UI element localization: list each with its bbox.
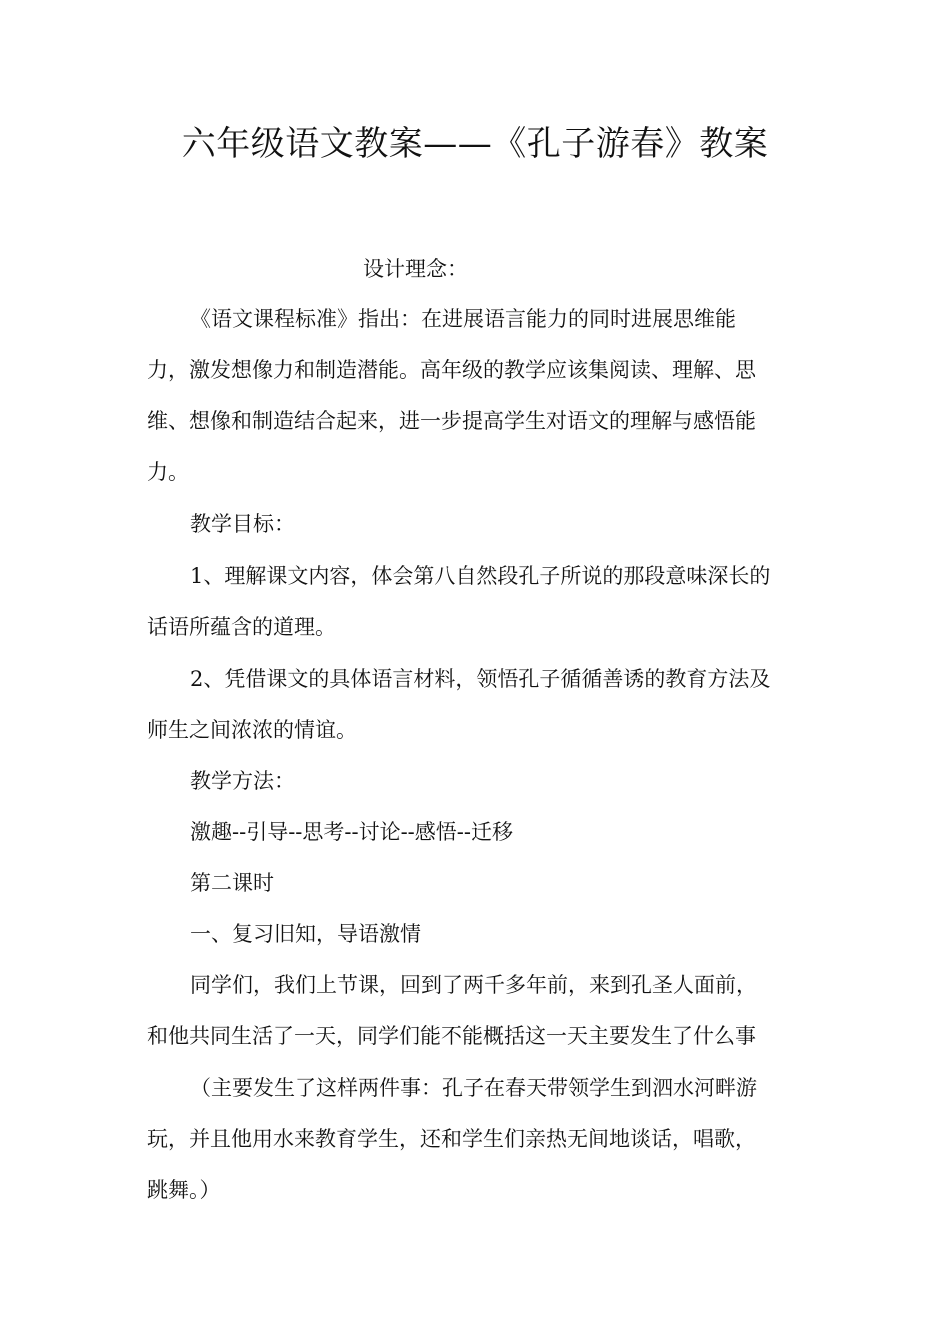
paragraph-line: 力，激发想像力和制造潜能。高年级的教学应该集阅读、理解、思 bbox=[147, 358, 756, 382]
paragraph-line: 维、想像和制造结合起来，进一步提高学生对语文的理解与感悟能 bbox=[147, 409, 756, 433]
goal-line: 师生之间浓浓的情谊。 bbox=[147, 718, 357, 742]
answer-line: （主要发生了这样两件事：孔子在春天带领学生到泗水河畔游 bbox=[190, 1076, 757, 1100]
section-heading: 一、复习旧知，导语激情 bbox=[190, 922, 421, 946]
paragraph-line: 和他共同生活了一天，同学们能不能概括这一天主要发生了什么事 bbox=[147, 1024, 756, 1048]
methods-body: 激趣--引导--思考--讨论--感悟--迁移 bbox=[190, 820, 513, 844]
document-title: 六年级语文教案——《孔子游春》教案 bbox=[181, 124, 769, 164]
goal-line: 2、凭借课文的具体语言材料，领悟孔子循循善诱的教育方法及 bbox=[190, 667, 771, 691]
goal-line: 话语所蕴含的道理。 bbox=[147, 615, 336, 639]
answer-line: 跳舞。） bbox=[147, 1178, 221, 1202]
answer-line: 玩，并且他用水来教育学生，还和学生们亲热无间地谈话，唱歌， bbox=[147, 1127, 756, 1151]
paragraph-line: 力。 bbox=[147, 460, 189, 484]
design-concept-heading: 设计理念： bbox=[363, 257, 468, 281]
paragraph-line: 同学们，我们上节课，回到了两千多年前，来到孔圣人面前， bbox=[190, 973, 757, 997]
goals-heading: 教学目标： bbox=[190, 512, 295, 536]
lesson-label: 第二课时 bbox=[190, 871, 274, 895]
methods-heading: 教学方法： bbox=[190, 769, 295, 793]
paragraph-line: 《语文课程标准》指出：在进展语言能力的同时进展思维能 bbox=[190, 307, 736, 331]
goal-line: 1、理解课文内容，体会第八自然段孔子所说的那段意味深长的 bbox=[190, 564, 771, 588]
